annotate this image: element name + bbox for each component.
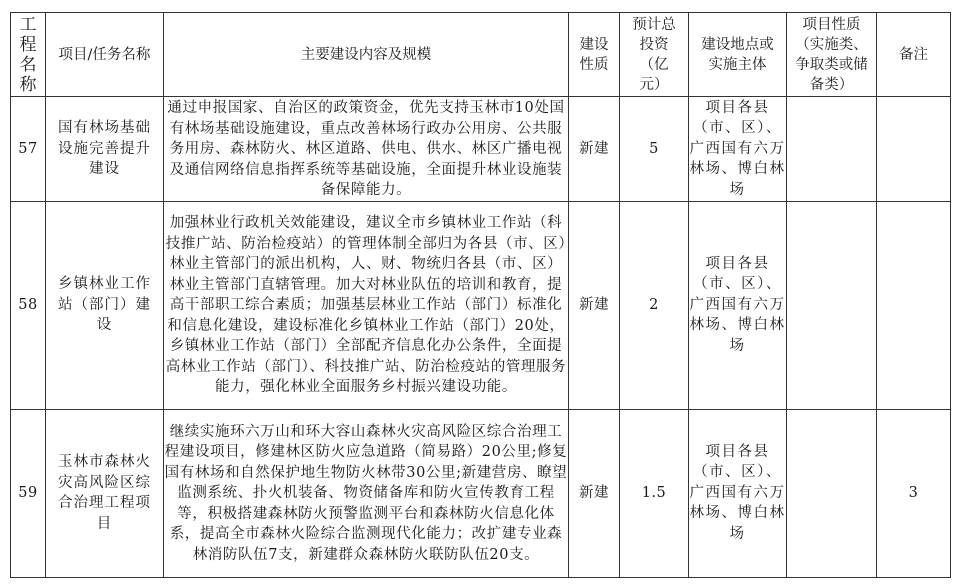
header-project-category: 项目性质（实施类、争取类或储备类） <box>787 13 877 97</box>
location: 项目各县（市、区）、广西国有六万林场、博白林场 <box>689 97 787 202</box>
project-category <box>787 97 877 202</box>
remarks: 3 <box>877 409 951 577</box>
header-build-type: 建设性质 <box>569 13 620 97</box>
remarks <box>877 97 951 202</box>
location: 项目各县（市、区）、广西国有六万林场、博白林场 <box>689 409 787 577</box>
table-row <box>11 409 951 577</box>
row-number: 58 <box>11 201 46 409</box>
row-number: 59 <box>11 409 46 577</box>
investment: 2 <box>620 201 689 409</box>
remarks <box>877 201 951 409</box>
table-row <box>11 97 951 202</box>
header-task-name: 项目/任务名称 <box>46 13 164 97</box>
task-content: 加强林业行政机关效能建设，建议全市乡镇林业工作站（科技推广站、防治检疫站）的管理体制全部归为各县（市、区）林业主管部门的派出机构，人、财、物统归各县（市、区）林业主管部门直辖管理。加大对林业队伍的培训和教育，提高干部职工综合素质；加强基层林业工作站（部门）标准化和信息化建设，建设标准化乡镇林业工作站（部门）20处，乡镇林业工作站（部门）全部配齐信息化办公条件，全面提高林业工作站（部门）、科技推广站、防治检疫站的管理服务能力，强化林业全面服务乡村振兴建设功能。 <box>164 201 569 409</box>
header-project-no: 工程名称 <box>11 13 46 97</box>
table-row <box>11 201 951 409</box>
project-category <box>787 409 877 577</box>
project-category <box>787 201 877 409</box>
task-content: 继续实施环六万山和环大容山森林火灾高风险区综合治理工程建设项目，修建林区防火应急道路（简易路）20公里;修复国有林场和自然保护地生物防火林带30公里;新建营房、瞭望监测系统、扑火机装备、物资储备库和防火宣传教育工程等，积极搭建森林防火预警监测平台和森林防火信息化体系，提高全市森林火险综合监测现代化能力；改扩建专业森林消防队伍7支，新建群众森林防火联防队伍20支。 <box>164 409 569 577</box>
header-content: 主要建设内容及规模 <box>164 13 569 97</box>
header-investment: 预计总投资（亿元） <box>620 13 689 97</box>
investment: 1.5 <box>620 409 689 577</box>
investment: 5 <box>620 97 689 202</box>
build-type: 新建 <box>569 409 620 577</box>
project-plan-table <box>10 12 951 578</box>
build-type: 新建 <box>569 201 620 409</box>
location: 项目各县（市、区）、广西国有六万林场、博白林场 <box>689 201 787 409</box>
build-type: 新建 <box>569 97 620 202</box>
task-content: 通过申报国家、自治区的政策资金，优先支持玉林市10处国有林场基础设施建设，重点改善林场行政办公用房、公共服务用房、森林防火、林区道路、供电、供水、林区广播电视及通信网络信息指挥系统等基础设施，全面提升林业设施装备保障能力。 <box>164 97 569 202</box>
header-remarks: 备注 <box>877 13 951 97</box>
task-name: 乡镇林业工作站（部门）建设 <box>46 201 164 409</box>
task-name: 玉林市森林火灾高风险区综合治理工程项目 <box>46 409 164 577</box>
header-row <box>11 13 951 97</box>
row-number: 57 <box>11 97 46 202</box>
task-name: 国有林场基础设施完善提升建设 <box>46 97 164 202</box>
header-location: 建设地点或实施主体 <box>689 13 787 97</box>
